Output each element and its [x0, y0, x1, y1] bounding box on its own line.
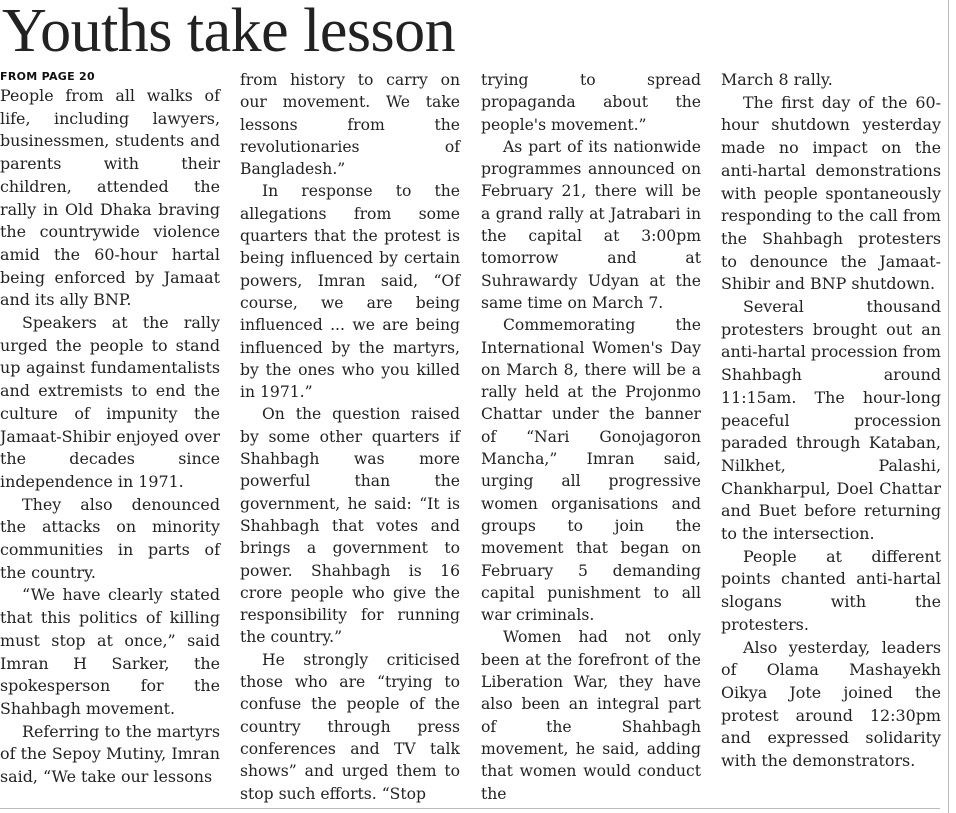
paragraph: Also yesterday, leaders of Olama Mashayekh Oikya Jote joined the protest around 12:30pm and expressed solidarity with the demonstrators.: [721, 637, 941, 771]
paragraph: Speakers at the rally urged the people to stand up against fundamentalists and extremists to end the culture of impunity the Jamaat-Shibir enjoyed over the decades since independence in 1971.: [0, 313, 220, 491]
column-rule: [948, 0, 949, 813]
bottom-rule: [0, 808, 940, 809]
paragraph: People at different points chanted anti-hartal slogans with the protesters.: [721, 546, 941, 634]
paragraph: In response to the allegations from some quarters that the protest is being influenced by certain powers, Imran said, “Of course, we are being influenced ... we are being influenced by the martyrs, by the ones who you killed in 1971.”: [240, 182, 460, 402]
column-3: [481, 69, 701, 805]
paragraph: Commemorating the International Women's Day on March 8, there will be a rally held at the Projonmo Chattar under the banner of “Nari Gonojagoron Mancha,” Imran said, urging all progressive women organisations and groups to join the movement that began on February 5 demanding capital punishment to all war criminals.: [481, 316, 701, 625]
column-2: [240, 69, 460, 805]
paragraph: They also denounced the attacks on minority communities in parts of the country.: [0, 494, 220, 582]
column-4: [721, 69, 941, 773]
headline: Youths take lesson: [2, 0, 456, 65]
paragraph: The first day of the 60-hour shutdown yesterday made no impact on the anti-hartal demonstrations with people spontaneously responding to the call from the Shahbagh protesters to denounce the Jamaat-Shibir and BNP shutdown.: [721, 92, 941, 294]
paragraph: Referring to the martyrs of the Sepoy Mutiny, Imran said, “We take our lessons: [0, 721, 220, 787]
paragraph: As part of its nationwide programmes announced on February 21, there will be a grand rally at Jatrabari in the capital at 3:00pm tomorrow and at Suhrawardy Udyan at the same time on March 7.: [481, 137, 701, 312]
paragraph: He strongly criticised those who are “trying to confuse the people of the country through press conferences and TV talk shows” and urged them to stop such efforts. “Stop: [240, 650, 460, 803]
paragraph: “We have clearly stated that this politics of killing must stop at once,” said Imran H Sarker, the spokesperson for the Shahbagh movement.: [0, 585, 220, 718]
paragraph: Several thousand protesters brought out an anti-hartal procession from Shahbagh around 11:15am. The hour-long peaceful procession paraded through Kataban, Nilkhet, Palashi, Chankharpul, Doel Chattar and Buet before returning to the intersection.: [721, 297, 941, 544]
paragraph: Women had not only been at the forefront of the Liberation War, they have also been an integral part of the Shahbagh movement, he said, adding that women would conduct the: [481, 628, 701, 803]
from-page-label: FROM PAGE 20: [0, 70, 95, 83]
paragraph: On the question raised by some other quarters if Shahbagh was more powerful than the government, he said: “It is Shahbagh that votes and brings a government to power. Shahbagh is 16 crore people who give the responsibility for running the country.”: [240, 405, 460, 647]
paragraph: trying to spread propaganda about the people's movement.”: [481, 71, 701, 134]
paragraph: People from all walks of life, including lawyers, businessmen, students and parents with their children, attended the rally in Old Dhaka braving the countrywide violence amid the 60-hour hartal being enforced by Jamaat and its ally BNP.: [0, 86, 220, 310]
paragraph: from history to carry on our movement. We take lessons from the revolutionaries of Bangladesh.”: [240, 71, 460, 179]
paragraph: March 8 rally.: [721, 70, 833, 89]
column-1: [0, 69, 220, 789]
